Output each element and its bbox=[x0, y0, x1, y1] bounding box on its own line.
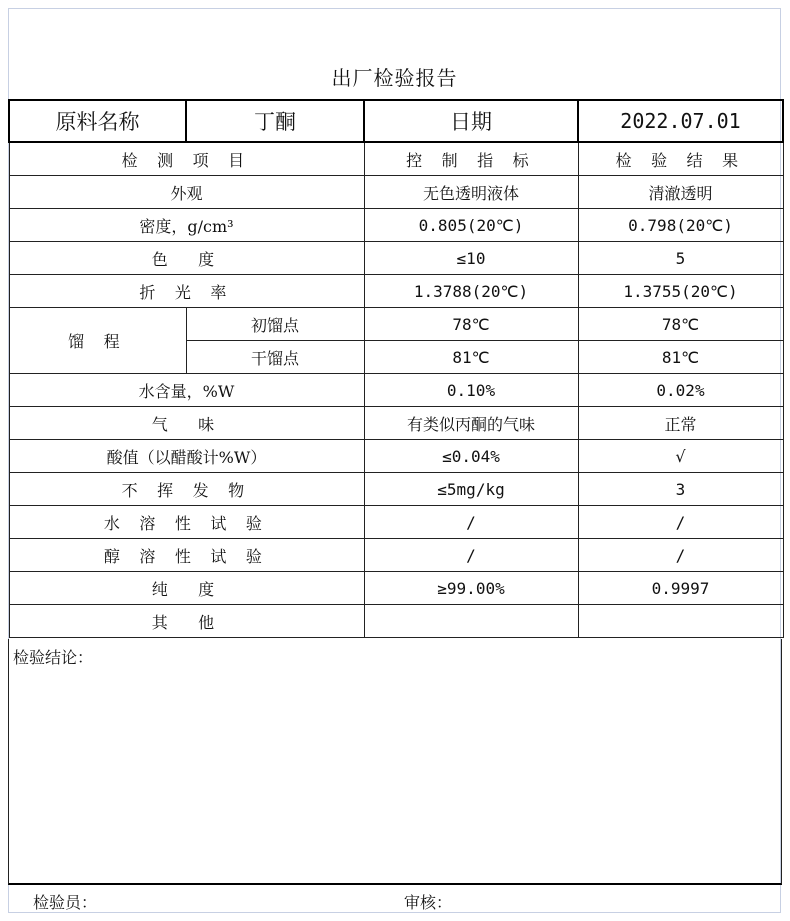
row-standard[interactable]: / bbox=[364, 506, 578, 539]
row-item: 干馏点 bbox=[186, 341, 364, 374]
row-item: 初馏点 bbox=[186, 308, 364, 341]
row-standard[interactable]: 有类似丙酮的气味 bbox=[364, 407, 578, 440]
inspection-table bbox=[8, 99, 784, 638]
row-result[interactable]: 清澈透明 bbox=[578, 176, 783, 209]
table-row bbox=[9, 605, 783, 638]
conclusion-box[interactable] bbox=[8, 639, 782, 885]
row-standard[interactable]: ≤5mg/kg bbox=[364, 473, 578, 506]
row-item: 纯 度 bbox=[9, 572, 364, 605]
row-standard[interactable]: 无色透明液体 bbox=[364, 176, 578, 209]
distillation-label: 馏 程 bbox=[9, 308, 186, 374]
row-result[interactable]: 78℃ bbox=[578, 308, 783, 341]
table-row bbox=[9, 275, 783, 308]
row-item: 醇 溶 性 试 验 bbox=[9, 539, 364, 572]
signature-footer bbox=[8, 886, 782, 914]
table-row bbox=[9, 374, 783, 407]
row-result[interactable] bbox=[578, 605, 783, 638]
row-standard[interactable]: 78℃ bbox=[364, 308, 578, 341]
row-standard[interactable]: 1.3788(20℃) bbox=[364, 275, 578, 308]
row-result[interactable]: 0.9997 bbox=[578, 572, 783, 605]
row-standard[interactable]: 81℃ bbox=[364, 341, 578, 374]
row-item: 其 他 bbox=[9, 605, 364, 638]
table-row bbox=[9, 242, 783, 275]
row-standard[interactable]: ≤0.04% bbox=[364, 440, 578, 473]
table-row bbox=[9, 473, 783, 506]
material-label: 原料名称 bbox=[9, 100, 186, 142]
inspector-label: 检验员： bbox=[33, 893, 98, 912]
table-row-distillation-initial bbox=[9, 308, 783, 341]
column-header-result: 检 验 结 果 bbox=[578, 142, 783, 176]
row-item: 水含量，%W bbox=[9, 374, 364, 407]
row-result[interactable]: / bbox=[578, 539, 783, 572]
table-row bbox=[9, 572, 783, 605]
row-result[interactable]: / bbox=[578, 506, 783, 539]
conclusion-label: 检验结论： bbox=[13, 648, 94, 667]
row-item: 色 度 bbox=[9, 242, 364, 275]
row-standard[interactable] bbox=[364, 605, 578, 638]
row-result[interactable]: 1.3755(20℃) bbox=[578, 275, 783, 308]
column-header-item: 检 测 项 目 bbox=[9, 142, 364, 176]
row-item: 外观 bbox=[9, 176, 364, 209]
column-header-standard: 控 制 指 标 bbox=[364, 142, 578, 176]
row-result[interactable]: 正常 bbox=[578, 407, 783, 440]
column-header-row bbox=[9, 142, 783, 176]
row-result[interactable]: 0.02% bbox=[578, 374, 783, 407]
table-row bbox=[9, 209, 783, 242]
row-standard[interactable]: 0.805(20℃) bbox=[364, 209, 578, 242]
material-value[interactable]: 丁酮 bbox=[186, 100, 364, 142]
row-result[interactable]: 0.798(20℃) bbox=[578, 209, 783, 242]
row-standard[interactable]: ≤10 bbox=[364, 242, 578, 275]
row-result[interactable]: 5 bbox=[578, 242, 783, 275]
reviewer-label: 审核： bbox=[404, 893, 453, 912]
table-row bbox=[9, 440, 783, 473]
date-label: 日期 bbox=[364, 100, 578, 142]
header-row bbox=[9, 100, 783, 142]
report-title: 出厂检验报告 bbox=[331, 66, 458, 90]
table-row bbox=[9, 506, 783, 539]
row-item: 气 味 bbox=[9, 407, 364, 440]
row-result[interactable]: 81℃ bbox=[578, 341, 783, 374]
row-item: 水 溶 性 试 验 bbox=[9, 506, 364, 539]
table-row bbox=[9, 407, 783, 440]
row-result[interactable]: 3 bbox=[578, 473, 783, 506]
row-item: 不 挥 发 物 bbox=[9, 473, 364, 506]
table-row bbox=[9, 539, 783, 572]
table-row bbox=[9, 176, 783, 209]
row-item: 密度，g/cm³ bbox=[9, 209, 364, 242]
row-standard[interactable]: ≥99.00% bbox=[364, 572, 578, 605]
row-item: 酸值（以醋酸计%W） bbox=[9, 440, 364, 473]
date-value[interactable]: 2022.07.01 bbox=[578, 100, 783, 142]
row-standard[interactable]: / bbox=[364, 539, 578, 572]
row-result[interactable]: √ bbox=[578, 440, 783, 473]
row-item: 折 光 率 bbox=[9, 275, 364, 308]
row-standard[interactable]: 0.10% bbox=[364, 374, 578, 407]
